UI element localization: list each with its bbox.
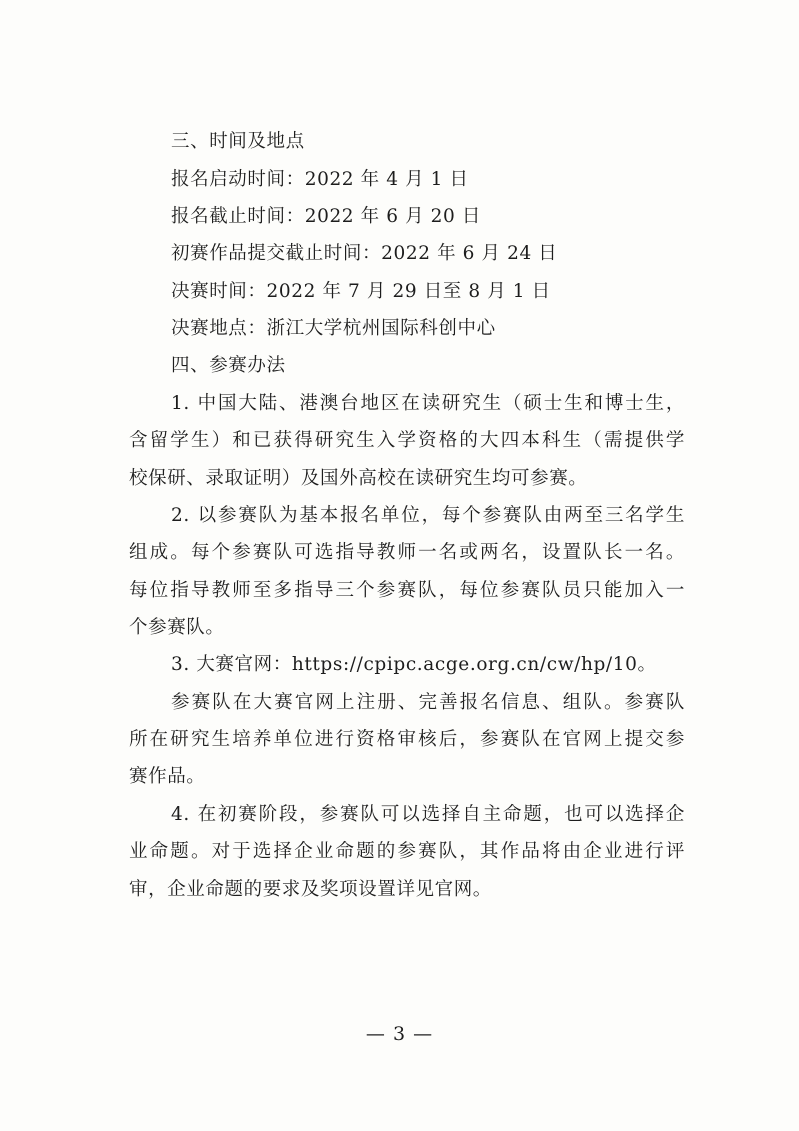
item-3-detail-line-3: 赛作品。 [129,766,206,787]
item-4-line-3: 审，企业命题的要求及奖项设置详见官网。 [129,879,492,900]
item-1-line-1: 1. 中国大陆、港澳台地区在读研究生（硕士生和博士生， [171,393,685,414]
page-number: — 3 — [365,1023,434,1045]
item-3-detail-line-1: 参赛队在大赛官网上注册、完善报名信息、组队。参赛队 [171,692,685,713]
item-2-line-2: 组成。每个参赛队可选指导教师一名或两名，设置队长一名。 [129,542,685,563]
section-3-heading: 三、时间及地点 [171,131,305,152]
final-venue: 决赛地点：浙江大学杭州国际科创中心 [171,318,496,339]
item-3-detail-line-2: 所在研究生培养单位进行资格审核后，参赛队在官网上提交参 [129,729,685,750]
final-time: 决赛时间：2022 年 7 月 29 日至 8 月 1 日 [171,281,551,302]
registration-start-time: 报名启动时间：2022 年 4 月 1 日 [171,169,469,190]
item-4-line-1: 4. 在初赛阶段，参赛队可以选择自主命题，也可以选择企 [171,804,685,825]
item-1-line-3: 校保研、录取证明）及国外高校在读研究生均可参赛。 [129,468,588,489]
item-2-line-4: 个参赛队。 [129,617,225,638]
item-2-line-3: 每位指导教师至多指导三个参赛队，每位参赛队员只能加入一 [129,580,685,601]
item-4-line-2: 业命题。对于选择企业命题的参赛队，其作品将由企业进行评 [129,841,685,862]
preliminary-submission-deadline: 初赛作品提交截止时间：2022 年 6 月 24 日 [171,243,558,264]
section-4-heading: 四、参赛办法 [171,355,286,376]
registration-deadline: 报名截止时间：2022 年 6 月 20 日 [171,206,481,227]
item-3-website: 3. 大赛官网：https://cpipc.acge.org.cn/cw/hp/10。 [171,654,657,675]
item-2-line-1: 2. 以参赛队为基本报名单位，每个参赛队由两至三名学生 [171,505,685,526]
item-1-line-2: 含留学生）和已获得研究生入学资格的大四本科生（需提供学 [129,430,685,451]
